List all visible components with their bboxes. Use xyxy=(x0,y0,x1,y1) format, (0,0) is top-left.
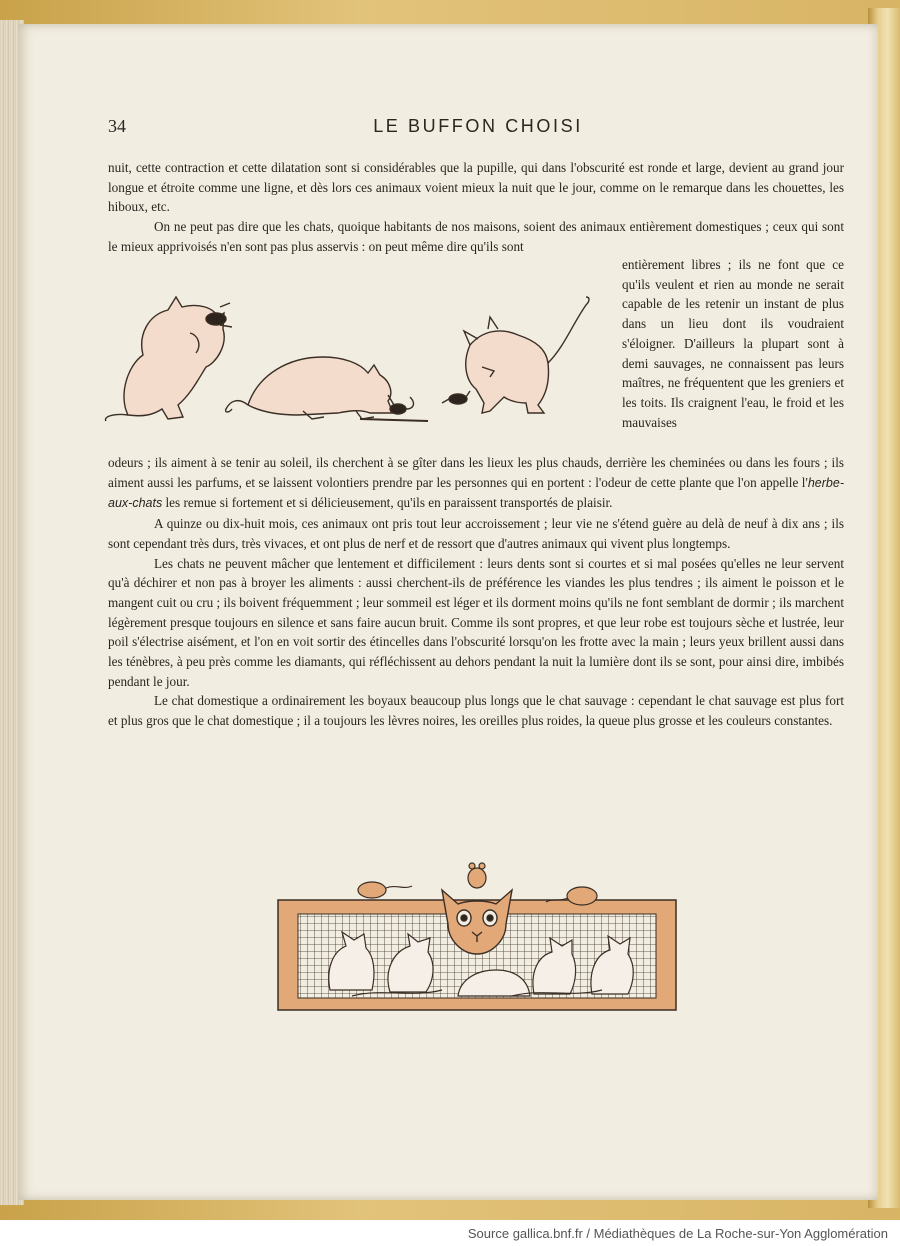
text-bottom-block xyxy=(108,453,844,731)
text-top-block xyxy=(108,158,844,257)
italic-term-herbe-aux-chats: herbe-aux-chats xyxy=(108,475,844,511)
paragraph-continuation: nuit, cette contraction et cette dilatation sont si considérables que la pupille, qui dans l'obscurité est ronde et large, devient au grand jour longue et étroite comme une ligne, et dès lors ces animaux voient mieux la nuit que le jour, comme on le remarque dans les chouettes, les hiboux, etc. xyxy=(108,160,844,215)
paragraph-domestic-vs-wild: Le chat domestique a ordinairement les boyaux beaucoup plus longs que le chat sauvage : cependant le chat sauvage est plus fort et plus gros que le chat domestique ; il a toujours les lèvres noires, les oreilles plus roides, la queue plus grosse et les couleurs constantes. xyxy=(108,693,844,729)
mice-on-frame xyxy=(358,863,597,905)
paragraph-part-after-italic: les remue si fortement et si délicieusement, qu'ils en paraissent transportés de plaisir. xyxy=(162,495,613,511)
paragraph-eating-habits: Les chats ne peuvent mâcher que lentement et difficilement : leurs dents sont si courtes et si mal posées qu'elles ne leur servent qu'à déchirer et non pas à broyer les aliments : aussi cherchent-ils de préférence les viandes les plus tendres ; ils aiment le poisson et le mangent cuit ou cru ; ils boivent fréquemment ; leur sommeil est léger et ils dorment moins qu'ils ne font semblant de dormir ; ils marchent légèrement presque toujours en silence et sans faire aucun bruit. Comme ils sont propres, et que leur robe est toujours sèche et lustrée, leur poil s'électrise aisément, et l'on en voit sortir des étincelles dans l'obscurité lorsqu'on les frotte avec la main ; leurs yeux brillent aussi dans les ténèbres, à peu près comme les diamants, qui réfléchissent au dehors pendant la nuit la lumière dont ils se sont, pour ainsi dire, imbibés pendant le jour. xyxy=(108,555,844,689)
kittens-frieze-illustration xyxy=(272,860,682,1020)
paragraph-growth-lifespan: A quinze ou dix-huit mois, ces animaux ont pris tout leur accroissement ; leur vie ne s'étend guère au delà de neuf à dix ans ; ils sont cependant très durs, très vivaces, et ont plus de nerf et de ressort que d'autres animaux qui vivent plus longtemps. xyxy=(108,516,844,551)
cats-playing-illustration xyxy=(98,285,608,435)
running-title: LE BUFFON CHOISI xyxy=(373,116,583,136)
text-right-column xyxy=(622,255,844,432)
paragraph-right-column: entièrement libres ; ils ne font que ce qu'ils veulent et rien au monde ne serait capable de les retenir un instant de plus dans un lieu dont ils voudraient s'éloigner. D'ailleurs la plupart sont à demi sauvages, ne connaissent pas leurs maîtres, ne fréquentent que les greniers et les toits. Ils craignent l'eau, le froid et les mauvaises xyxy=(622,257,844,430)
paragraph-part-before-italic: odeurs ; ils aiment à se tenir au soleil, ils cherchent à se gîter dans les lieux les plus chauds, derrière les cheminées ou dans les fours ; ils aiment aussi les parfums, et se laissent volontiers prendre par les personnes qui en portent : l'odeur de cette plante que l'on appelle l' xyxy=(108,455,844,490)
sitting-cat-with-mouse xyxy=(105,297,232,421)
crouching-cat-with-mouse xyxy=(226,357,428,421)
standing-cat-with-mouse xyxy=(442,297,589,413)
page-number: 34 xyxy=(108,116,126,136)
paragraph-herbe-aux-chats xyxy=(108,453,844,514)
running-head xyxy=(108,116,848,140)
source-credit-footer: Source gallica.bnf.fr / Médiathèques de La Roche-sur-Yon Agglomération xyxy=(467,1226,888,1241)
paragraph-domestic-cats: On ne peut pas dire que les chats, quoique habitants de nos maisons, soient des animaux entièrement domestiques ; ceux qui sont le mieux apprivoisés n'en sont pas plus asservis : on peut même dire qu'ils sont xyxy=(108,219,844,254)
